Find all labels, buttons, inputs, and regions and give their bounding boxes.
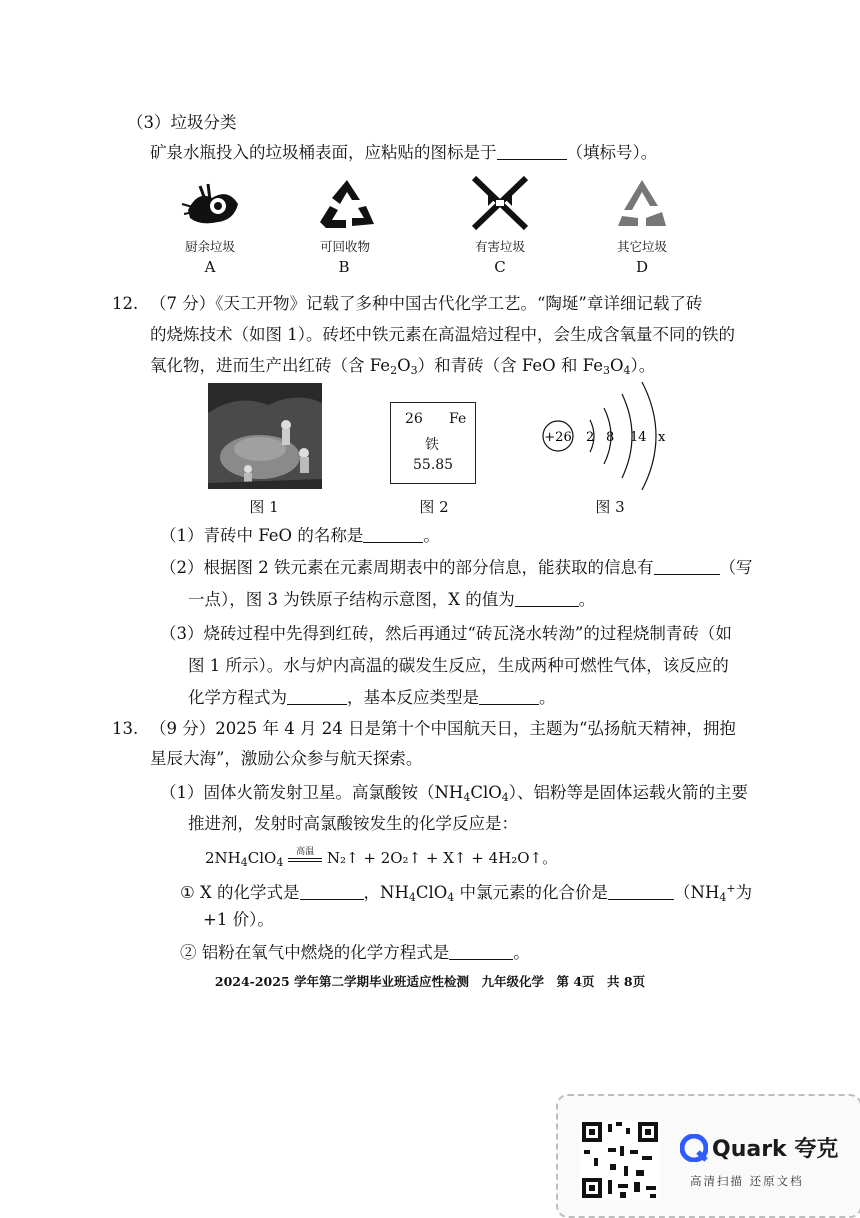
shell-1-count: 2 — [586, 430, 595, 445]
qr-code-icon — [580, 1120, 660, 1200]
bin-letter-d: D — [635, 258, 649, 276]
figure-2-periodic-cell — [390, 402, 476, 484]
quark-tagline: 高清扫描 还原文档 — [690, 1174, 804, 1188]
recycle-icon — [316, 176, 378, 234]
figure-3-atom-diagram — [538, 380, 678, 492]
bin-label-a: 厨余垃圾 — [184, 239, 235, 254]
bin-letter-a: A — [204, 258, 216, 276]
figure-1-kiln-illustration — [208, 383, 322, 489]
q12-number: 12. — [112, 294, 139, 313]
atom-nucleus: +26 — [544, 430, 572, 445]
q13-intro-1: （9 分）2025 年 4 月 24 日是第十个中国航天日，主题为“弘扬航天精神，拥抱 — [150, 719, 736, 738]
q12-intro-1: （7 分）《天工开物》记载了多种中国古代化学工艺。“陶埏”章详细记载了砖 — [150, 294, 703, 313]
quark-logo-icon — [680, 1134, 708, 1162]
element-name: 铁 — [425, 437, 439, 453]
quark-brand: Quark 夸克 — [712, 1137, 839, 1162]
q12-part-1: （1）青砖中 FeO 的名称是 。 — [160, 526, 440, 545]
shell-2-count: 8 — [606, 430, 615, 445]
bin-label-c: 有害垃圾 — [474, 239, 525, 254]
reaction-condition: 高温 — [288, 847, 322, 862]
bin-label-d: 其它垃圾 — [616, 239, 667, 254]
atomic-number: 26 — [405, 411, 423, 427]
q13-equation: $2NH_4ClO_4$ 高温 N₂↑ + 2O₂↑ + X↑ + 4H₂O↑。 — [205, 847, 558, 869]
food-waste-icon — [178, 180, 244, 236]
hazardous-icon — [470, 174, 530, 232]
shell-3-count: 14 — [630, 430, 647, 445]
q13-sub-2: ② 铝粉在氧气中燃烧的化学方程式是 。 — [180, 943, 530, 962]
q13-part-1-line-1: （1）固体火箭发射卫星。高氯酸铵$(NH_4ClO_4)$、铝粉等是固体运载火箭的主要 — [160, 783, 749, 804]
atomic-mass: 55.85 — [413, 457, 454, 473]
q11-3-heading: （3）垃圾分类 — [127, 113, 237, 132]
element-symbol: Fe — [449, 411, 467, 427]
quark-watermark — [556, 1094, 860, 1218]
q13-number: 13. — [112, 719, 139, 738]
q12-intro-2: 的烧炼技术（如图 1）。砖坯中铁元素在高温焙过程中，会生成含氧量不同的铁的 — [150, 325, 735, 344]
other-waste-icon — [614, 176, 670, 234]
bin-letter-c: C — [494, 258, 506, 276]
q13-part-1-line-2: 推进剂，发射时高氯酸铵发生的化学反应是： — [188, 814, 518, 833]
page-footer: 2024-2025 学年第二学期毕业班适应性检测 九年级化学 第 4页 共 8页 — [214, 974, 646, 989]
figure-2-caption: 图 2 — [419, 498, 449, 516]
q12-intro-3: 氧化物，进而生产出红砖（含 $Fe_2O_3$）和青砖（含 FeO 和 $Fe_3O_4$）。 — [150, 356, 656, 377]
figure-1-caption: 图 1 — [249, 498, 279, 516]
q13-intro-2: 星辰大海”，激励公众参与航天探索。 — [150, 749, 423, 768]
q12-part-2-line-2: 一点），图 3 为铁原子结构示意图，X 的值为 。 — [188, 590, 596, 609]
q11-3-stem: 矿泉水瓶投入的垃圾桶表面，应粘贴的图标是于 （填标号）。 — [150, 143, 658, 162]
q12-part-2-line-1: （2）根据图 2 铁元素在元素周期表中的部分信息，能获取的信息有 （写 — [160, 558, 753, 577]
q13-sub-1-line-1: ① X 的化学式是 ，$NH_4ClO_4$ 中氯元素的化合价是 （$NH_4^+$为 — [180, 882, 753, 904]
bin-letter-b: B — [338, 258, 350, 276]
q13-sub-1-line-2: +1 价）。 — [203, 910, 274, 929]
bin-label-b: 可回收物 — [319, 239, 370, 254]
q12-part-3-line-3: 化学方程式为 ，基本反应类型是 。 — [188, 688, 556, 707]
q12-part-3-line-1: （3）烧砖过程中先得到红砖，然后再通过“砖瓦浇水转泑”的过程烧制青砖（如 — [160, 624, 732, 643]
q12-part-3-line-2: 图 1 所示）。水与炉内高温的碳发生反应，生成两种可燃性气体，该反应的 — [188, 656, 729, 675]
shell-4-count: x — [658, 430, 666, 445]
figure-3-caption: 图 3 — [595, 498, 625, 516]
